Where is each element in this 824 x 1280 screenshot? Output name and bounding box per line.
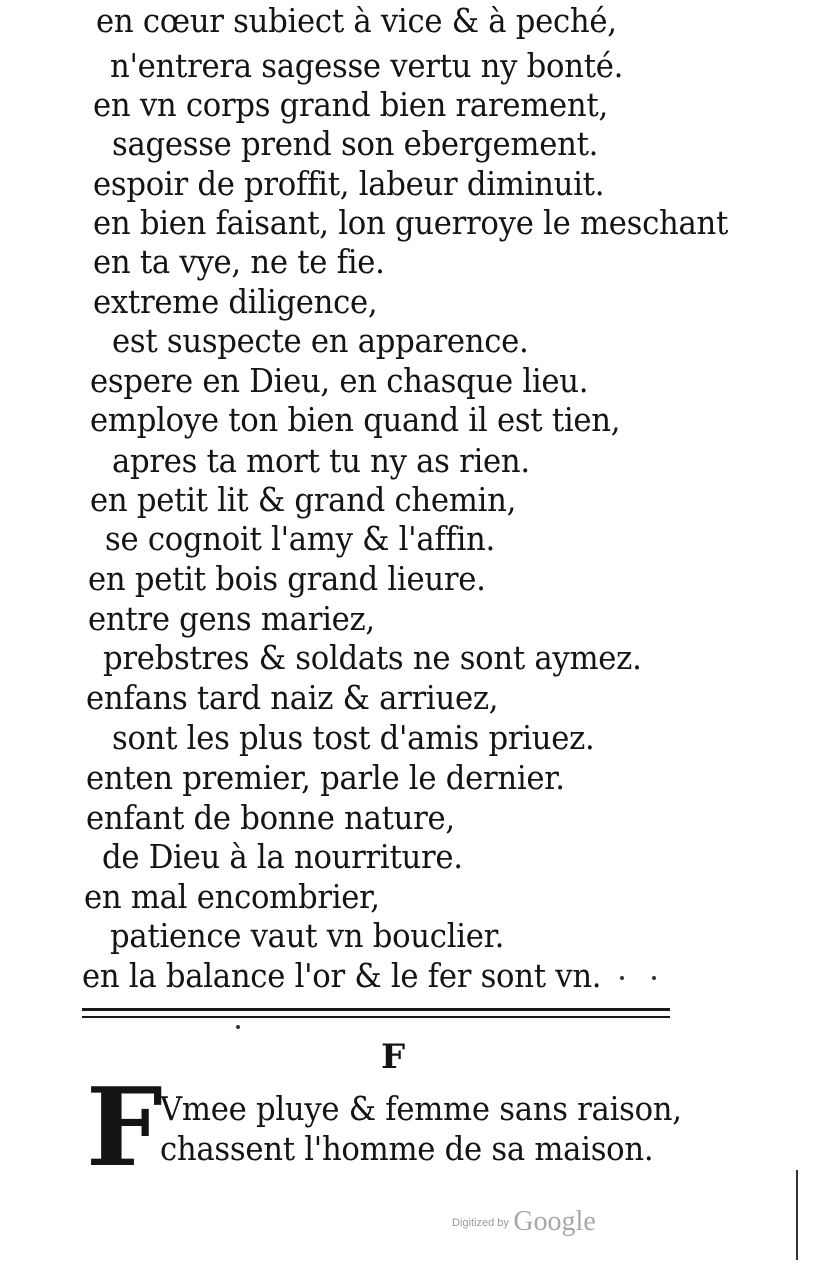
text-line: employe ton bien quand il est tien, xyxy=(90,400,621,439)
text-line: espere en Dieu, en chasque lieu. xyxy=(90,361,589,400)
text-line: en ta vye, ne te fie. xyxy=(93,242,385,281)
text-line: en vn corps grand bien rarement, xyxy=(93,85,608,124)
text-line: prebstres & soldats ne sont aymez. xyxy=(103,638,642,677)
watermark-prefix: Digitized by xyxy=(452,1217,509,1229)
section-divider-secondary xyxy=(82,1016,670,1018)
text-line: entre gens mariez, xyxy=(88,599,375,638)
text-line: de Dieu à la nourriture. xyxy=(102,837,463,876)
section-divider xyxy=(82,1008,670,1011)
text-line: n'entrera sagesse vertu ny bonté. xyxy=(110,46,624,85)
text-line: est suspecte en apparence. xyxy=(112,321,529,360)
text-line: enfant de bonne nature, xyxy=(86,798,455,837)
print-speck xyxy=(620,976,624,980)
text-line: en petit lit & grand chemin, xyxy=(90,480,517,519)
section-heading: F xyxy=(381,1037,406,1077)
text-line: extreme diligence, xyxy=(93,282,378,321)
drop-cap-letter: F xyxy=(86,1065,163,1191)
margin-mark xyxy=(796,1170,798,1260)
text-line: chassent l'homme de sa maison. xyxy=(160,1129,654,1168)
text-line: en bien faisant, lon guerroye le meschant xyxy=(93,203,729,242)
text-line: Vmee pluye & femme sans raison, xyxy=(160,1089,682,1128)
text-line: en la balance l'or & le fer sont vn. xyxy=(82,956,602,995)
google-logo: Google xyxy=(513,1206,596,1237)
print-speck xyxy=(236,1025,240,1029)
digitization-watermark xyxy=(452,1206,596,1238)
print-speck xyxy=(652,976,656,980)
text-line: en mal encombrier, xyxy=(84,877,380,916)
text-line: sont les plus tost d'amis priuez. xyxy=(112,718,595,757)
text-line: enfans tard naiz & arriuez, xyxy=(86,678,499,717)
text-line: espoir de proffit, labeur diminuit. xyxy=(93,164,605,203)
text-line: en cœur subiect à vice & à peché, xyxy=(96,1,617,40)
text-line: apres ta mort tu ny as rien. xyxy=(112,441,530,480)
text-line: sagesse prend son ebergement. xyxy=(112,124,599,163)
text-line: enten premier, parle le dernier. xyxy=(86,758,565,797)
text-line: en petit bois grand lieure. xyxy=(88,559,486,598)
text-line: se cognoit l'amy & l'affin. xyxy=(105,519,496,558)
text-line: patience vaut vn bouclier. xyxy=(110,916,505,955)
